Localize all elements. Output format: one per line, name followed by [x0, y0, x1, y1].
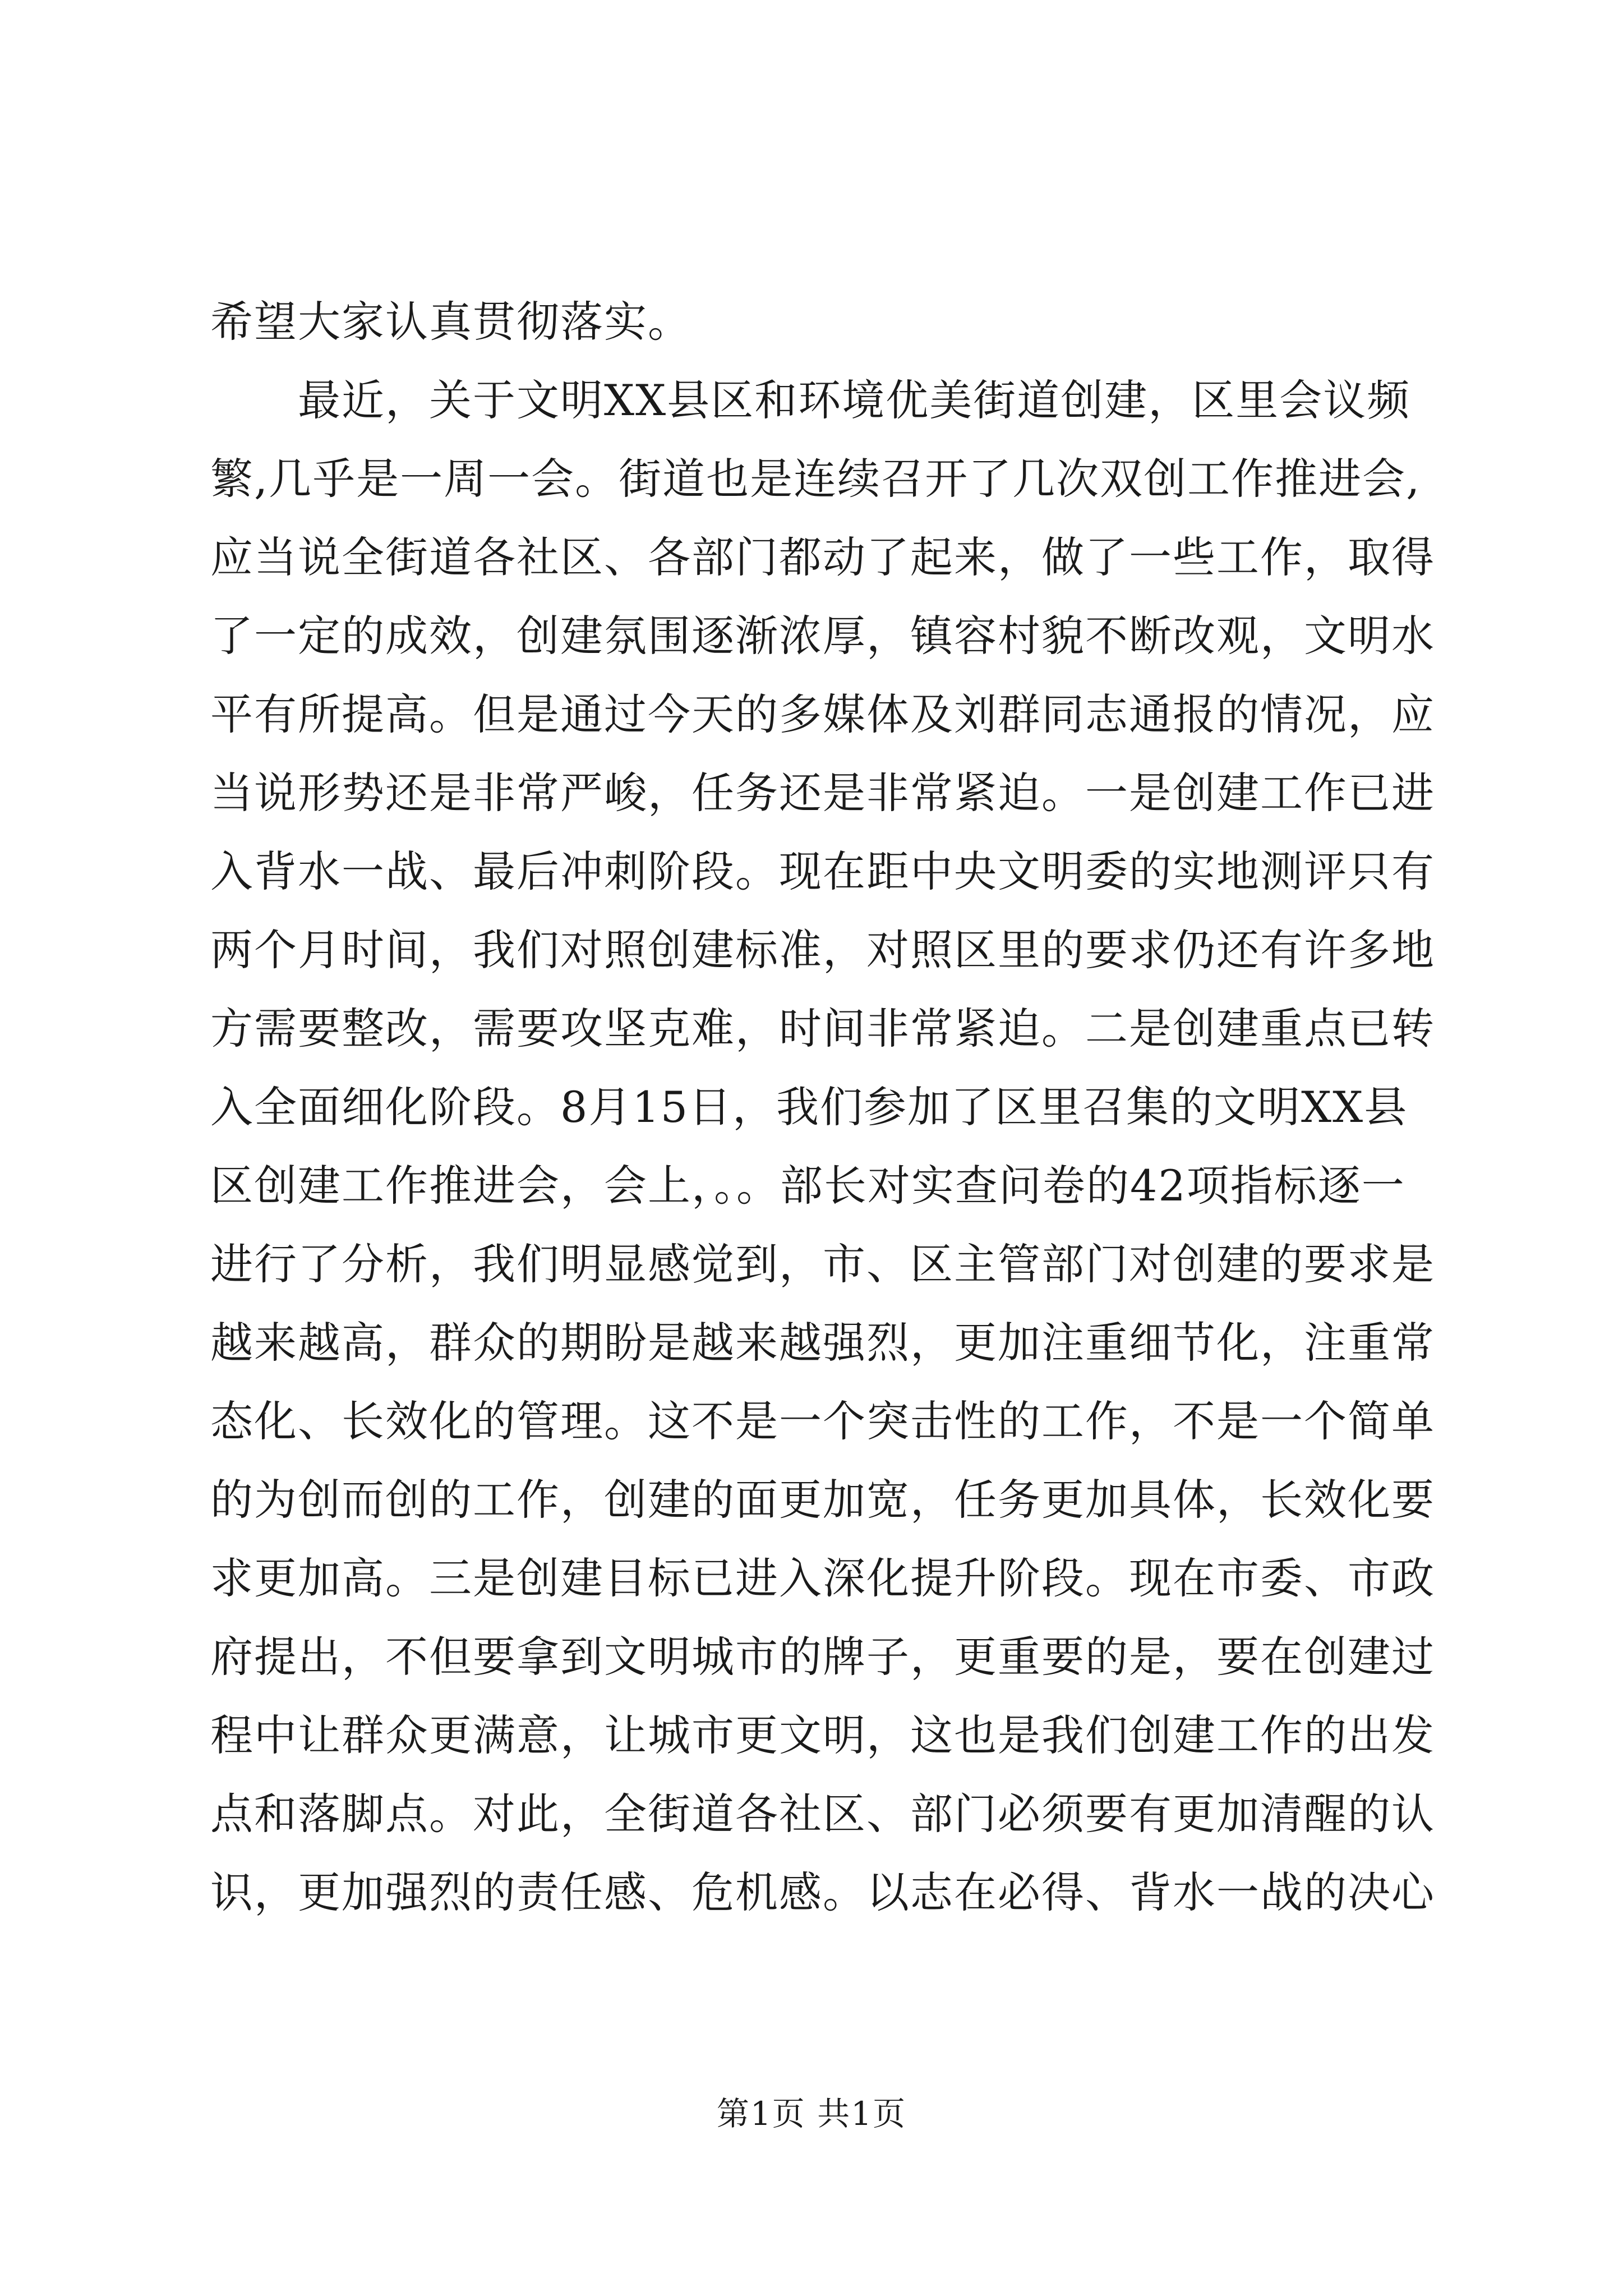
text-line: 入背水一战、最后冲刺阶段。现在距中央文明委的实地测评只有 [210, 846, 1435, 896]
text-line: 当说形势还是非常严峻，任务还是非常紧迫。一是创建工作已进 [210, 768, 1435, 818]
text-line: 进行了分析，我们明显感觉到，市、区主管部门对创建的要求是 [210, 1239, 1435, 1289]
text-line: 的为创而创的工作，创建的面更加宽，任务更加具体，长效化要 [210, 1475, 1435, 1525]
text-line: 识，更加强烈的责任感、危机感。以志在必得、背水一战的决心 [210, 1867, 1435, 1917]
text-line: 了一定的成效，创建氛围逐渐浓厚，镇容村貌不断改观，文明水 [210, 611, 1435, 661]
text-line: 区创建工作推进会，会上，。。部长对实查问卷的42项指标逐一 [210, 1161, 1405, 1211]
text-line: 最近，关于文明XX县区和环境优美街道创建，区里会议频 [210, 375, 1411, 425]
text-line: 态化、长效化的管理。这不是一个突击性的工作，不是一个简单 [210, 1396, 1435, 1446]
text-line: 平有所提高。但是通过今天的多媒体及刘群同志通报的情况，应 [210, 689, 1435, 739]
text-line: 程中让群众更满意，让城市更文明，这也是我们创建工作的出发 [210, 1710, 1435, 1760]
text-line: 希望大家认真贯彻落实。 [210, 297, 691, 347]
text-line: 两个月时间，我们对照创建标准，对照区里的要求仍还有许多地 [210, 925, 1435, 975]
text-line: 方需要整改，需要攻坚克难，时间非常紧迫。二是创建重点已转 [210, 1004, 1435, 1053]
text-line: 求更加高。三是创建目标已进入深化提升阶段。现在市委、市政 [210, 1553, 1435, 1603]
page-number: 第1页 共1页 [716, 2095, 907, 2133]
text-line: 入全面细化阶段。8月15日，我们参加了区里召集的文明XX县 [210, 1082, 1408, 1132]
text-line: 点和落脚点。对此，全街道各社区、部门必须要有更加清醒的认 [210, 1789, 1435, 1839]
text-line: 府提出，不但要拿到文明城市的牌子，更重要的是，要在创建过 [210, 1632, 1435, 1682]
text-line: 繁,几乎是一周一会。街道也是连续召开了几次双创工作推进会, [210, 454, 1421, 504]
text-line: 越来越高，群众的期盼是越来越强烈，更加注重细节化，注重常 [210, 1318, 1435, 1368]
text-line: 应当说全街道各社区、各部门都动了起来，做了一些工作，取得 [210, 532, 1435, 582]
